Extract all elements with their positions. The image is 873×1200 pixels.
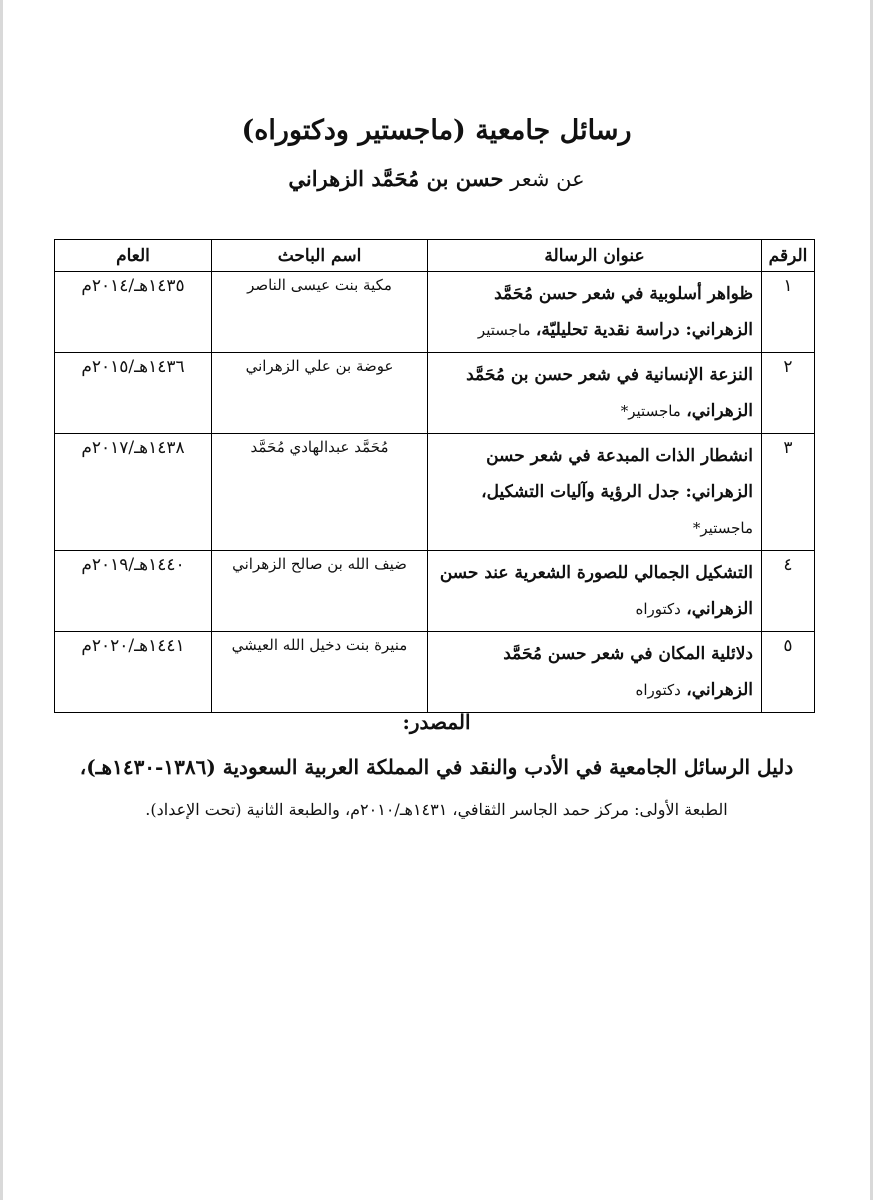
thesis-year: ١٤٤٠هـ/٢٠١٩م (55, 551, 212, 632)
researcher-name: مكية بنت عيسى الناصر (212, 272, 428, 353)
table-row (55, 632, 815, 713)
row-number: ٣ (762, 434, 815, 551)
thesis-title-cell (428, 632, 762, 713)
researcher-name: مُحَمَّد عبدالهادي مُحَمَّد (212, 434, 428, 551)
thesis-title-cell (428, 551, 762, 632)
thesis-degree: ماجستير* (620, 402, 681, 420)
thesis-degree: دكتوراه (635, 600, 681, 618)
thesis-title: دلائلية المكان في شعر حسن مُحَمَّد الزهراني، (503, 644, 753, 700)
thesis-degree: دكتوراه (635, 681, 681, 699)
thesis-degree: ماجستير (477, 321, 531, 339)
thesis-title: النزعة الإنسانية في شعر حسن بن مُحَمَّد الزهراني، (466, 365, 753, 421)
researcher-name: ضيف الله بن صالح الزهراني (212, 551, 428, 632)
source-detail: الطبعة الأولى: مركز حمد الجاسر الثقافي، ١٤٣١هـ/٢٠١٠م، والطبعة الثانية (تحت الإعداد). (145, 800, 728, 819)
page-subtitle (0, 166, 873, 191)
column-header-researcher: اسم الباحث (212, 240, 428, 272)
researcher-name: عوضة بن علي الزهراني (212, 353, 428, 434)
source-title: دليل الرسائل الجامعية في الأدب والنقد في المملكة العربية السعودية (١٣٨٦-١٤٣٠هـ)، (79, 755, 794, 779)
row-number: ١ (762, 272, 815, 353)
table-row (55, 272, 815, 353)
thesis-title: انشطار الذات المبدعة في شعر حسن الزهراني: جدل الرؤية وآليات التشكيل، (481, 446, 753, 502)
thesis-title-cell (428, 272, 762, 353)
researcher-name: منيرة بنت دخيل الله العيشي (212, 632, 428, 713)
column-header-title: عنوان الرسالة (428, 240, 762, 272)
theses-table (54, 239, 815, 713)
source-label: المصدر: (402, 710, 471, 734)
subtitle-poet: حسن بن مُحَمَّد الزهراني (288, 166, 504, 191)
row-number: ٥ (762, 632, 815, 713)
thesis-title-cell (428, 353, 762, 434)
table-row (55, 551, 815, 632)
thesis-year: ١٤٤١هـ/٢٠٢٠م (55, 632, 212, 713)
thesis-title: ظواهر أسلوبية في شعر حسن مُحَمَّد الزهراني: دراسة نقدية تحليليّة، (494, 284, 753, 340)
thesis-title-cell (428, 434, 762, 551)
row-number: ٤ (762, 551, 815, 632)
page-title: رسائل جامعية (ماجستير ودكتوراه) (241, 115, 632, 146)
thesis-year: ١٤٣٨هـ/٢٠١٧م (55, 434, 212, 551)
thesis-year: ١٤٣٥هـ/٢٠١٤م (55, 272, 212, 353)
table-row (55, 434, 815, 551)
thesis-title: التشكيل الجمالي للصورة الشعرية عند حسن الزهراني، (439, 563, 753, 619)
row-number: ٢ (762, 353, 815, 434)
thesis-degree: ماجستير* (692, 519, 753, 537)
subtitle-prefix: عن شعر (510, 167, 585, 191)
column-header-year: العام (55, 240, 212, 272)
table-row (55, 353, 815, 434)
column-header-number: الرقم (762, 240, 815, 272)
thesis-year: ١٤٣٦هـ/٢٠١٥م (55, 353, 212, 434)
table-header-row (55, 240, 815, 272)
